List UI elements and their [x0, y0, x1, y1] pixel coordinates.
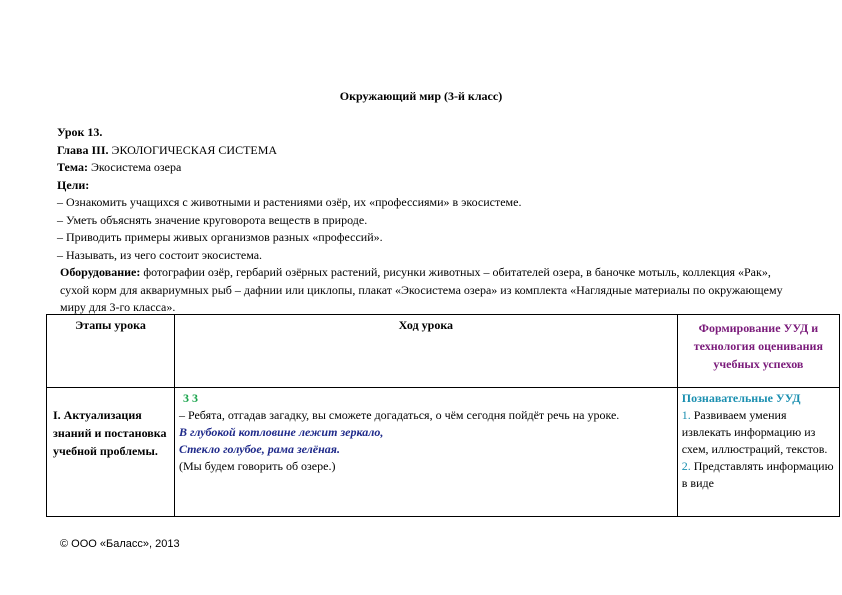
slide-marker: 3 3 [182, 391, 198, 405]
equipment-label: Оборудование: [60, 265, 141, 279]
riddle-line: Стекло голубое, рама зелёная. [178, 442, 340, 456]
header-course: Ход урока [174, 315, 677, 388]
header-stages: Этапы урока [47, 315, 175, 388]
lesson-header [57, 124, 797, 317]
course-cell [174, 388, 677, 517]
goals-label: Цели: [57, 177, 90, 192]
uud-item [682, 407, 835, 458]
header-uud: Формирование УУД и технология оценивания учебных успехов [677, 315, 839, 388]
chapter-label: Глава III. [57, 142, 109, 157]
table-header-row [47, 315, 840, 388]
topic-line [57, 159, 797, 177]
uud-item-text: Представлять информацию в виде [681, 459, 834, 490]
uud-item-number: 1. [681, 408, 691, 422]
equipment-line [57, 264, 797, 317]
topic-text: Экосистема озера [87, 160, 182, 174]
expected-answer: (Мы будем говорить об озере.) [178, 459, 336, 473]
stage-cell: I. Актуализация знаний и постановка учебной проблемы. [47, 388, 175, 517]
table-row [47, 388, 840, 517]
uud-cell [677, 388, 839, 517]
goal-item: – Называть, из чего состоит экосистема. [57, 247, 263, 262]
uud-item-text: Развиваем умения извлекать информацию из схем, иллюстраций, текстов. [681, 408, 828, 456]
page-title: Окружающий мир (3-й класс) [339, 89, 503, 103]
goal-item: – Уметь объяснять значение круговорота веществ в природе. [57, 212, 368, 227]
goal-item: – Ознакомить учащихся с животными и растениями озёр, их «профессиями» в экосистеме. [57, 195, 522, 209]
goal-item: – Приводить примеры живых организмов разных «профессий». [57, 230, 383, 244]
uud-item-number: 2. [681, 459, 691, 473]
teacher-intro: – Ребята, отгадав загадку, вы сможете догадаться, о чём сегодня пойдёт речь на уроке. [178, 408, 620, 422]
copyright-footer: © ООО «Баласс», 2013 [60, 538, 180, 550]
lesson-number: Урок 13. [57, 125, 103, 139]
uud-item [682, 458, 835, 492]
chapter-line [57, 142, 797, 160]
lesson-table [46, 314, 840, 517]
chapter-name: ЭКОЛОГИЧЕСКАЯ СИСТЕМА [108, 142, 278, 157]
uud-heading: Познавательные УУД [681, 391, 801, 405]
riddle-line: В глубокой котловине лежит зеркало, [178, 425, 384, 439]
topic-label: Тема: [57, 160, 88, 174]
equipment-text: фотографии озёр, гербарий озёрных растений, рисунки животных – обитателей озера, в баночке мотыль, коллекция «Рак», сухой корм для аквариумных рыб – дафнии или циклопы, плакат «Экосистема озера» из комплекта «Наглядные материалы по окружающему миру для 3-го класса». [60, 265, 783, 314]
